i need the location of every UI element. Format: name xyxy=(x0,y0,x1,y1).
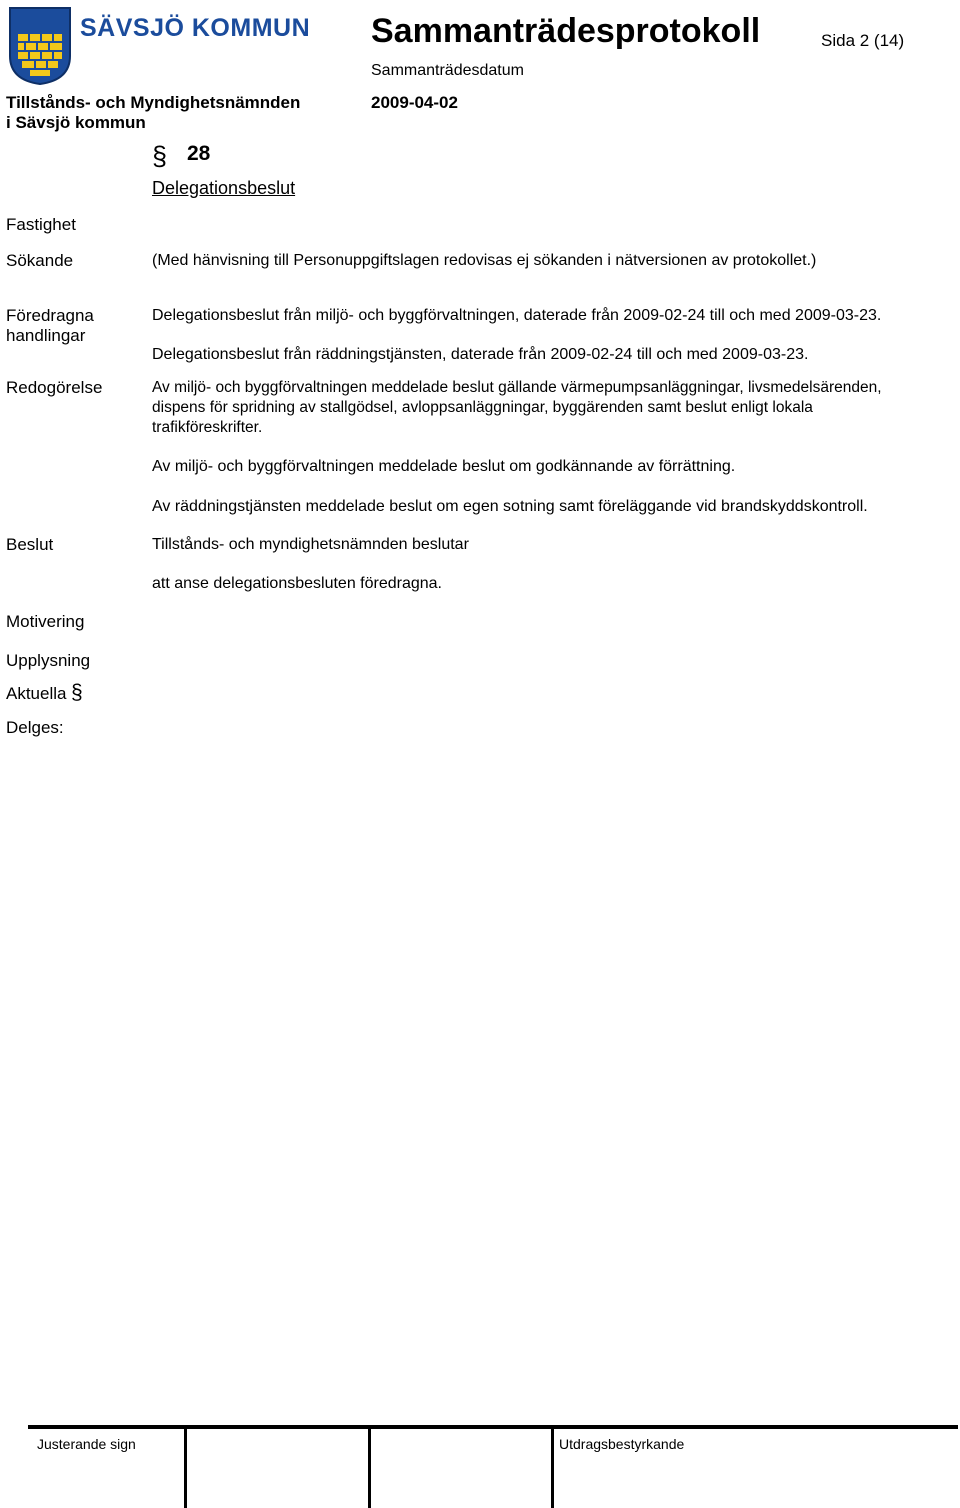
brand-wordmark: SÄVSJÖ KOMMUN xyxy=(80,14,311,42)
sokande-label: Sökande xyxy=(6,251,74,270)
aktuella-label: Aktuella xyxy=(6,684,67,703)
paragraph-title: Delegationsbeslut xyxy=(152,178,296,198)
beslut-label: Beslut xyxy=(6,535,54,554)
document-title: Sammanträdesprotokoll xyxy=(371,12,761,50)
organization-name: Tillstånds- och Myndighetsnämnden xyxy=(6,93,301,112)
utdragsbestyrkande-label: Utdragsbestyrkande xyxy=(559,1436,685,1452)
footer-divider-2 xyxy=(368,1428,371,1508)
savsjo-coat-of-arms-icon xyxy=(8,6,72,86)
footer-divider-3 xyxy=(551,1428,554,1508)
organization-municipality: i Sävsjö kommun xyxy=(6,113,146,132)
foredragna-label-line1: Föredragna xyxy=(6,306,94,325)
redogorelse-text-3: Av räddningstjänsten meddelade beslut om egen sotning samt föreläggande vid brandskyddskontroll. xyxy=(152,498,868,515)
foredragna-label-line2: handlingar xyxy=(6,326,86,345)
redogorelse-text-1: Av miljö- och byggförvaltningen meddelade beslut gällande värmepumpsanläggningar, livsmedelsärenden, dispens för spridning av stallgödsel, avloppsanläggningar, byggärenden samt beslut enligt lokala trafikföreskrifter. xyxy=(152,379,882,436)
meeting-date-label: Sammanträdesdatum xyxy=(371,62,524,79)
upplysning-label: Upplysning xyxy=(6,651,91,670)
motivering-label: Motivering xyxy=(6,612,85,631)
beslut-text-1: Tillstånds- och myndighetsnämnden beslutar xyxy=(152,536,469,553)
justerande-sign-label: Justerande sign xyxy=(37,1436,136,1452)
fastighet-label: Fastighet xyxy=(6,215,76,234)
page-number: Sida 2 (14) xyxy=(821,31,905,50)
sokande-text: (Med hänvisning till Personuppgiftslagen redovisas ej sökanden i nätversionen av protokollet.) xyxy=(152,252,817,269)
footer-divider-1 xyxy=(184,1428,187,1508)
footer-rule xyxy=(28,1425,958,1429)
foredragna-text-1: Delegationsbeslut från miljö- och byggförvaltningen, daterade från 2009-02-24 till och med 2009-03-23. xyxy=(152,307,882,324)
redogorelse-label: Redogörelse xyxy=(6,378,103,397)
foredragna-text-2: Delegationsbeslut från räddningstjänsten, daterade från 2009-02-24 till och med 2009-03-23. xyxy=(152,346,809,363)
paragraph-sign: § xyxy=(152,141,168,171)
paragraph-number: 28 xyxy=(187,142,211,165)
redogorelse-text-2: Av miljö- och byggförvaltningen meddelade beslut om godkännande av förrättning. xyxy=(152,458,736,475)
beslut-text-2: att anse delegationsbesluten föredragna. xyxy=(152,575,442,592)
meeting-date: 2009-04-02 xyxy=(371,93,458,112)
delges-label: Delges: xyxy=(6,718,64,737)
aktuella-paragraph-sign: § xyxy=(71,681,83,704)
